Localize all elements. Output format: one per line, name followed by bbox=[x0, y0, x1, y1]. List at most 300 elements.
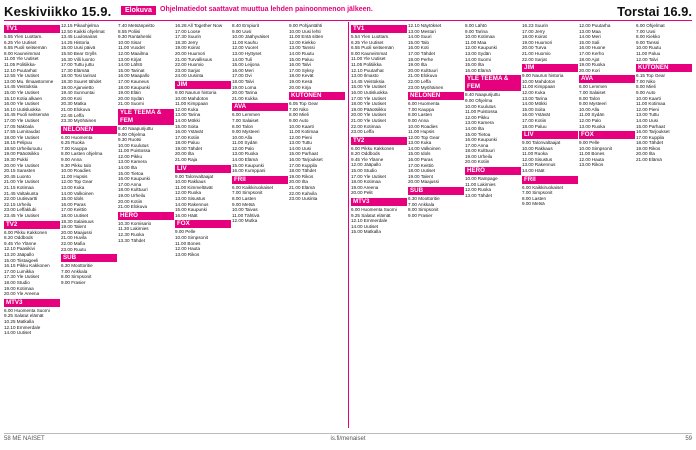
program-entry: 18.00 Koirat bbox=[522, 34, 547, 40]
program-entry: 13.00 Tuttu bbox=[289, 140, 312, 146]
program-entry: 8.40 Naapurijuttu bbox=[118, 125, 153, 131]
program-entry: 19.00 Pääotsikko bbox=[351, 106, 387, 112]
program-entry: 9.00 Pelle bbox=[579, 140, 600, 146]
program-entry: 17.00 Ovi bbox=[232, 73, 252, 79]
program-entry: 12.00 Jääpallo bbox=[351, 162, 381, 168]
program-entry: 20.30 Matka bbox=[61, 101, 87, 107]
program-entry: 14.00 Uutiset bbox=[351, 223, 379, 229]
program-entry: 21.45 Valtakunta bbox=[4, 190, 39, 196]
program-entry: 14.00 Lähtö bbox=[118, 62, 143, 68]
program-entry: 8.00 Talon bbox=[579, 95, 601, 101]
program-entry: 13.00 Sisustus bbox=[175, 196, 206, 202]
program-entry: 10.00 Kaarti bbox=[636, 95, 661, 101]
program-entry: 19.00 Kotimaa bbox=[4, 285, 34, 291]
listing-column bbox=[289, 23, 345, 427]
program-entry: 13.00 Tuttu bbox=[636, 112, 659, 118]
program-entry: 9.00 Naurun historia bbox=[522, 73, 564, 79]
program-entry: 19.00 Talent bbox=[61, 224, 86, 230]
program-entry: 22.00 Kotimaa bbox=[351, 123, 381, 129]
program-entry: 22.00 Huomio bbox=[175, 62, 204, 68]
channel-heading: FRII bbox=[522, 176, 578, 184]
program-entry: 13.30 Tähdet bbox=[118, 237, 145, 243]
program-entry: 9.25 Salatut elämät bbox=[4, 313, 44, 319]
program-entry: 6.00 Lemmen bbox=[232, 112, 261, 118]
program-entry: 12.15 Pikaohjelma bbox=[61, 23, 99, 28]
program-entry: 10.00 Taivas bbox=[232, 207, 258, 213]
listing-column bbox=[351, 23, 407, 427]
program-entry: 11.00 Kauhu bbox=[232, 39, 258, 45]
program-entry: 10.00 Alla bbox=[579, 106, 600, 112]
program-entry: 13.45 Luulosairas bbox=[61, 34, 98, 40]
program-entry: 17.30 Elämää bbox=[61, 67, 90, 73]
program-entry: 8.20 Oddbods bbox=[351, 151, 380, 157]
program-entry: 9.00 Frasier bbox=[61, 279, 86, 285]
program-entry: 9.00 Mysteeri bbox=[579, 101, 607, 107]
program-entry: 19.30 Pukki bbox=[4, 157, 29, 163]
program-entry: 14.00 Uusi bbox=[636, 117, 658, 123]
program-entry: 10.00 Mahdoton bbox=[175, 95, 209, 101]
program-entry: 7.00 Kauppa bbox=[408, 106, 435, 112]
program-entry: 24.00 Uusinta bbox=[175, 73, 204, 79]
program-entry: 10.00 Roadies bbox=[408, 123, 438, 129]
program-entry: 17.00 Kauneus bbox=[118, 78, 149, 84]
program-entry: 15.00 Tietoa bbox=[118, 170, 144, 176]
listing-column bbox=[522, 23, 578, 427]
program-entry: 20.00 Kori bbox=[579, 67, 600, 73]
channel-heading: TV1 bbox=[351, 25, 407, 33]
right-page-date: Torstai 16.9. bbox=[617, 4, 692, 19]
program-entry: 16.28 All Together Now bbox=[175, 23, 223, 28]
program-entry: 20.00 Yle Uutiset bbox=[351, 112, 386, 118]
program-entry: 8.00 Lasten bbox=[408, 112, 433, 118]
program-entry: 20.00 Kotiin bbox=[465, 159, 490, 165]
program-entry: 12.00 Kuka bbox=[175, 106, 199, 112]
program-entry: 7.40 Metsänpeitto bbox=[118, 23, 155, 28]
listing-column bbox=[61, 23, 117, 427]
program-entry: 9.00 Ohjelma bbox=[465, 97, 493, 103]
program-entry: 10.00 Kuulutus bbox=[465, 103, 496, 109]
program-entry: 10.30 Komisario bbox=[118, 220, 152, 226]
program-entry: 11.00 Yle Uutiset bbox=[351, 56, 386, 62]
listing-column bbox=[175, 23, 231, 427]
program-entry: 16.45 Puoli seitsemän bbox=[4, 112, 50, 118]
program-entry: 18.00 Uutiset bbox=[408, 168, 436, 174]
program-entry: 16.00 Ystävät bbox=[522, 112, 551, 118]
program-entry: 6.00 Ohjelmat bbox=[636, 23, 665, 28]
program-entry: 9.30 Ruotsi bbox=[118, 137, 142, 143]
program-entry: 17.00 Kerho bbox=[579, 50, 605, 56]
program-entry: 19.00 Rikos bbox=[636, 145, 661, 151]
program-entry: 9.00 Talonvaltaajat bbox=[522, 140, 561, 146]
program-entry: 16.00 Tarjoukset bbox=[289, 157, 323, 163]
program-entry: 6.05 Top Gear bbox=[289, 101, 319, 107]
program-entry: 19.00 Loma bbox=[232, 84, 257, 90]
program-entry: 19.00 Ruoka bbox=[579, 62, 606, 68]
program-entry: 16.00 Uutisluokka bbox=[351, 89, 388, 95]
channel-heading: FOX bbox=[175, 220, 231, 228]
program-entry: 18.50 Urheiluruutu bbox=[4, 145, 42, 151]
program-entry: 10.00 Roadies bbox=[61, 168, 91, 174]
program-entry: 20.00 Yle Uutiset bbox=[4, 162, 39, 168]
program-entry: 11.00 Kimppaan bbox=[522, 84, 556, 90]
program-entry: 23.00 Sarjat bbox=[175, 67, 200, 73]
program-entry: 23.00 Leffa bbox=[351, 129, 374, 135]
program-entry: 15.00 Matkalla bbox=[351, 229, 381, 235]
program-entry: 19.00 Tähdet bbox=[175, 145, 202, 151]
program-entry: 21.00 Yle Uutiset bbox=[4, 179, 39, 185]
program-entry: 6.00 Kaikkiruokaiset bbox=[232, 184, 274, 190]
listing-column bbox=[232, 23, 288, 427]
program-entry: 9.00 Metsä bbox=[522, 201, 545, 207]
channel-heading: AVA bbox=[232, 103, 288, 111]
program-entry: 17.30 Suurin bbox=[175, 34, 202, 40]
program-entry: 15.00 Soita bbox=[175, 123, 199, 129]
program-entry: 13.00 Rikos bbox=[579, 162, 604, 168]
program-entry: 8.00 Kauneimmat bbox=[4, 50, 41, 56]
program-entry: 15.00 Yle Uutiset bbox=[4, 89, 39, 95]
program-entry: 10.00 Simpsonit bbox=[175, 235, 208, 240]
program-entry: 8.40 Empiurit bbox=[232, 23, 260, 28]
program-entry: 11.00 Hupsis bbox=[61, 173, 88, 179]
program-entry: 14.00 Ruutu bbox=[289, 50, 315, 56]
program-entry: 11.00 Paluu bbox=[636, 50, 661, 56]
program-entry: 8.55 Poliisi bbox=[118, 28, 141, 34]
program-entry: 13.00 Kuka bbox=[61, 185, 85, 191]
program-entry: 18.00 Ajot bbox=[579, 56, 600, 62]
footer-right: 59 bbox=[685, 436, 692, 442]
program-entry: 12.10 Puutarhat bbox=[351, 67, 384, 73]
program-entry: 8.20 Oddbods bbox=[4, 235, 33, 241]
program-entry: 22.00 Sarjat bbox=[522, 56, 547, 62]
program-entry: 15.50 Bear Grylls bbox=[61, 50, 97, 56]
program-entry: 19.00 Pääotsikko bbox=[4, 151, 40, 157]
program-entry: 13.00 Hyttyset bbox=[232, 50, 262, 56]
program-entry: 12.00 Palo bbox=[232, 145, 254, 151]
program-entry: 17.00 Keittiö bbox=[61, 207, 87, 213]
listing-column bbox=[118, 23, 174, 427]
program-entry: 10.00 Rakkaus bbox=[175, 179, 206, 185]
program-entry: 20.00 Ilta bbox=[289, 179, 308, 185]
program-entry: 15.00 Kaupunki bbox=[175, 207, 207, 213]
program-entry: 11.00 Maa bbox=[465, 39, 487, 45]
program-entry: 18.00 Uutiset bbox=[61, 213, 89, 218]
program-entry: 14.00 Uutiset bbox=[4, 330, 32, 336]
program-entry: 21.00 Huvila bbox=[61, 235, 87, 241]
program-entry: 16.00 Häät bbox=[175, 212, 198, 218]
channel-heading: KUTONEN bbox=[636, 64, 692, 72]
program-entry: 12.55 Yle Uutiset bbox=[4, 73, 39, 79]
program-entry: 12.10 Paasikivi bbox=[4, 246, 35, 252]
listing-column bbox=[4, 23, 60, 427]
program-entry: 9.00 Ohjelma bbox=[118, 131, 146, 137]
program-entry: 17.00 Yle Uutiset bbox=[4, 117, 39, 123]
program-entry: 7.00 Uusi bbox=[636, 28, 656, 34]
program-entry: 6.55 Puoli seitsemän bbox=[351, 45, 394, 51]
program-entry: 18.00 Kevät bbox=[289, 73, 314, 79]
program-entry: 18.00 Paluu bbox=[175, 140, 200, 146]
program-entry: 10.00 Mahdoton bbox=[522, 78, 556, 84]
program-entry: 8.00 Lasten bbox=[522, 195, 547, 201]
program-entry: 22.15 Urheilu bbox=[4, 201, 32, 207]
program-entry: 19.00 Kesä bbox=[289, 78, 313, 84]
program-entry: 21.00 Turvallisuus bbox=[175, 56, 213, 62]
program-entry: 11.00 Kotimaa bbox=[289, 129, 319, 135]
program-entry: 18.00 Kaupunki bbox=[118, 84, 150, 90]
program-entry: 6.30 Moottoritie bbox=[61, 263, 93, 269]
program-entry: 18.30 Suuret tähdet bbox=[61, 78, 102, 84]
channel-heading: SUB bbox=[61, 254, 117, 262]
program-entry: 12.00 Hauta bbox=[175, 246, 201, 252]
program-entry: 6.00 Huomenta bbox=[408, 101, 440, 107]
program-entry: 11.00 Lakimies bbox=[465, 181, 496, 187]
program-entry: 20.00 Turva bbox=[522, 45, 547, 51]
program-entry: 15.00 Idols bbox=[408, 151, 431, 157]
program-entry: 13.00 Kuka bbox=[408, 140, 432, 146]
program-entry: 5.54 Ylen Luottam. bbox=[351, 34, 390, 39]
program-entry: 14.00 Suomi bbox=[465, 56, 491, 62]
program-entry: 16.30 Villi luonto bbox=[61, 56, 95, 62]
program-entry: 16.00 Elämä bbox=[465, 67, 491, 73]
program-entry: 11.00 Yle Uutiset bbox=[4, 56, 39, 62]
program-entry: 10.00 Jäähyväiset bbox=[232, 34, 270, 40]
program-entry: 23.00 Ruutu bbox=[61, 246, 87, 252]
program-entry: 20.00 Kirja bbox=[289, 84, 311, 90]
program-entry: 9.45 Yle Ylänne bbox=[4, 240, 37, 246]
program-entry: 10.00 Ruutu bbox=[636, 45, 662, 51]
program-entry: 10.00 Kaarti bbox=[289, 123, 314, 129]
program-entry: 14.00 Suuri bbox=[408, 34, 432, 40]
program-entry: 10.00 Kotimaa bbox=[465, 34, 495, 40]
program-entry: 15.00 Paluu bbox=[289, 56, 314, 62]
program-entry: 6.00 Lemmen bbox=[579, 84, 608, 90]
program-entry: 15.00 Soita bbox=[522, 106, 546, 112]
channel-heading: TV2 bbox=[351, 137, 407, 145]
program-entry: 14.45 Veistoksia bbox=[351, 78, 385, 84]
program-entry: 15.00 Sali bbox=[579, 39, 600, 45]
program-entry: 12.00 Pikku bbox=[118, 153, 143, 159]
program-entry: 7.00 Niko bbox=[636, 78, 656, 84]
program-entry: 16.00 Koti bbox=[408, 45, 429, 51]
program-entry: 10.25 Matkalla bbox=[4, 318, 34, 324]
program-entry: 21.00 Elämä bbox=[636, 157, 662, 163]
program-entry: 16.23 Suurin bbox=[522, 23, 549, 28]
program-entry: 13.00 Tanssi bbox=[289, 45, 315, 51]
program-entry: 18.00 Kotimaa bbox=[351, 179, 381, 185]
footer-left: 58 ME NAISET bbox=[4, 436, 45, 442]
program-entry: 11.00 Kimppaan bbox=[175, 101, 209, 107]
program-entry: 16.00 Kaupunki bbox=[465, 137, 497, 143]
program-entry: 6.30 Moottoritie bbox=[408, 196, 440, 202]
program-entry: 12.00 Palo bbox=[579, 117, 601, 123]
program-entry: 15.00 Studio bbox=[351, 168, 377, 174]
channel-heading: TV1 bbox=[4, 25, 60, 33]
program-entry: 20.15 Sarasten bbox=[4, 168, 36, 174]
program-entry: 12.00 Kiekko bbox=[289, 39, 316, 45]
program-entry: 16.00 Maapallo bbox=[118, 73, 150, 79]
program-entry: 14.00 Mökki bbox=[175, 117, 200, 123]
program-entry: 12.00 Pieni bbox=[636, 106, 659, 112]
program-entry: 15.00 Idols bbox=[61, 196, 84, 202]
program-entry: 13.00 Sydän bbox=[465, 50, 491, 56]
program-entry: 20.00 Koti bbox=[61, 95, 82, 101]
program-entry: 11.00 Hupsis bbox=[408, 129, 435, 135]
program-entry: 16.00 Meri bbox=[232, 67, 254, 73]
program-entry: 18.30 Salaisuus bbox=[61, 218, 94, 224]
program-entry: 6.00 Huomenta Suomi bbox=[4, 307, 50, 313]
program-entry: 10.00 Simpsonit bbox=[579, 145, 612, 151]
program-entry: 12.10 Emmerdale bbox=[4, 324, 41, 330]
program-entry: 21.00 Kukka bbox=[232, 95, 258, 101]
program-entry: 11.30 Lakimies bbox=[118, 226, 149, 232]
program-entry: 19.00 Ilta bbox=[408, 62, 427, 68]
program-entry: 16.00 Yle Uutiset bbox=[4, 101, 39, 107]
program-entry: 11.00 Kimmeltävät bbox=[175, 184, 213, 190]
program-entry: 9.00 Auto bbox=[289, 117, 309, 123]
program-entry: 17.00 Yle Uutiset bbox=[351, 173, 386, 179]
program-entry: 12.50 Kaikki ohjelmat bbox=[61, 28, 105, 34]
program-entry: 8.00 Lasten ohjelma bbox=[61, 151, 103, 157]
program-entry: 12.00 Ruoka bbox=[175, 190, 202, 196]
program-entry: 11.00 Entä sitten bbox=[289, 34, 324, 40]
program-entry: 9.00 Frasier bbox=[408, 212, 433, 218]
program-entry: 11.00 Bones bbox=[579, 151, 605, 157]
program-entry: 17.00 Kuppila bbox=[636, 134, 665, 140]
program-entry: 19.00 Areena bbox=[351, 184, 379, 190]
program-entry: 21.00 Elokuva bbox=[408, 73, 438, 79]
program-entry: 13.00 Mu. Ilmaastomme bbox=[4, 78, 54, 84]
program-entry: 6.15 Top Gear bbox=[636, 73, 666, 79]
program-entry: 13.00 Rikos bbox=[175, 251, 200, 257]
program-entry: 18.00 Studio bbox=[4, 279, 30, 285]
program-entry: 6.00 Huomenta Suomi bbox=[351, 207, 397, 213]
program-entry: 15.00 Leijona bbox=[232, 62, 260, 68]
program-entry: 9.00 Pohjantähti bbox=[289, 23, 323, 28]
program-entry: 14.00 Mökki bbox=[522, 101, 547, 107]
program-entry: 15.00 Ilta bbox=[465, 62, 484, 68]
program-entry: 15.00 Tarinat bbox=[118, 67, 145, 73]
program-entry: 19.00 Eläin bbox=[118, 90, 141, 96]
header bbox=[0, 0, 696, 22]
program-entry: 6.00 Pikku Kakkonen bbox=[351, 145, 395, 151]
program-entry: 6.25 Ruoka bbox=[61, 140, 85, 146]
channel-heading: TV2 bbox=[4, 221, 60, 229]
program-entry: 9.00 Auto bbox=[636, 89, 656, 95]
program-entry: 23.00 Myöhäinen bbox=[408, 84, 444, 90]
program-entry: 12.00 Ruoka bbox=[465, 187, 492, 193]
program-entry: 14.25 Historia bbox=[61, 39, 90, 45]
program-entry: 11.00 Puistossa bbox=[118, 148, 151, 154]
program-entry: 10.00 Alla bbox=[232, 134, 253, 140]
program-entry: 12.00 Mutka bbox=[232, 218, 258, 224]
program-entry: 13.00 Ruoka bbox=[232, 151, 259, 157]
program-entry: 20.00 Tarina bbox=[232, 90, 258, 96]
program-entry: 14.45 Veistoksia bbox=[4, 84, 38, 90]
program-entry: 11.00 Sydän bbox=[232, 140, 258, 146]
program-entry: 22.00 Kahvila bbox=[289, 190, 317, 196]
program-entry: 19.00 Urheilu bbox=[465, 153, 493, 159]
program-entry: 20.00 Ilta bbox=[175, 151, 194, 157]
program-entry: 18.00 Paluu bbox=[522, 123, 547, 129]
program-entry: 9.00 Mysteeri bbox=[232, 129, 260, 135]
program-entry: 8.00 Kiekko bbox=[636, 34, 661, 40]
program-entry: 9.00 Naurun historia bbox=[175, 89, 217, 95]
program-entry: 9.00 Anna bbox=[61, 157, 82, 163]
program-entry: 16.15 Pikku Kakkonen bbox=[4, 263, 50, 269]
program-entry: 8.40 Naapurijuttu bbox=[465, 92, 500, 98]
program-entry: 11.00 Bones bbox=[175, 240, 201, 246]
program-entry: 16.00 Ystävät bbox=[175, 129, 204, 135]
program-entry: 11.00 Kotimaa bbox=[636, 101, 666, 107]
program-entry: 18.00 Kulttuuri bbox=[465, 148, 495, 154]
program-entry: 8.00 Lasten bbox=[232, 196, 257, 202]
program-entry: 14.00 Meri bbox=[579, 34, 601, 40]
program-entry: 13.00 Kamera bbox=[118, 159, 147, 165]
program-entry: 21.00 Elokuva bbox=[61, 106, 91, 112]
program-entry: 13.00 Rakennus bbox=[522, 162, 556, 168]
program-entry: 7.00 Niko bbox=[289, 106, 309, 112]
program-entry: 15.00 Yle Uutiset bbox=[351, 84, 386, 90]
program-entry: 19.00 Urheilu bbox=[118, 193, 146, 199]
header-rule bbox=[4, 20, 692, 21]
program-entry: 12.00 Puutarha bbox=[579, 23, 611, 28]
program-entry: 14.00 Uusi bbox=[289, 145, 311, 151]
program-entry: 6.25 Yle Uutiset bbox=[351, 39, 384, 45]
program-entry: 16.00 Talvi bbox=[289, 62, 311, 68]
program-entry: 8.00 Simpsonit bbox=[408, 207, 439, 213]
channel-heading: YLE TEEMA & FEM bbox=[118, 109, 174, 125]
program-entry: 5.55 Ylen Luottam. bbox=[4, 34, 43, 39]
program-entry: 12.00 Kuka bbox=[522, 89, 546, 95]
program-entry: 10.00 Rakkaus bbox=[522, 145, 553, 151]
program-entry: 16.00 Tarjoukset bbox=[636, 129, 670, 135]
program-entry: 16.00 Kumppani bbox=[232, 168, 266, 174]
program-entry: 21.15 Kotimaa bbox=[4, 185, 34, 191]
program-entry: 6.25 Yle Uutiset bbox=[4, 39, 37, 45]
program-entry: 17.00 Yle Uutiset bbox=[351, 95, 386, 101]
program-entry: 12.00 Maailma bbox=[118, 50, 149, 56]
listing-column bbox=[408, 23, 464, 427]
program-entry: 14.00 Häät bbox=[522, 168, 545, 174]
channel-heading: MTV3 bbox=[4, 299, 60, 307]
program-entry: 9.00 Uusi bbox=[232, 28, 252, 34]
program-entry: 6.00 Huomenta bbox=[61, 134, 93, 140]
program-entry: 19.00 Rikos bbox=[289, 173, 314, 179]
program-entry: 18.00 Talvi bbox=[232, 78, 254, 84]
program-entry: 17.00 Anna bbox=[465, 142, 489, 148]
program-entry: 9.00 Talonvaltaajat bbox=[175, 173, 214, 179]
program-entry: 18.00 Yle Uutiset bbox=[4, 134, 39, 140]
footer-center: is.fi/menaiset bbox=[330, 436, 366, 442]
program-entry: 20.45 Luonto bbox=[4, 173, 31, 179]
program-entry: 10.00 Kuulutus bbox=[118, 142, 149, 148]
program-entry: 18.00 Tosi tarinat bbox=[61, 73, 96, 79]
program-entry: 17.00 Syksy bbox=[289, 67, 315, 73]
program-entry: 7.00 Salaiset bbox=[232, 117, 259, 123]
program-entry: 14.00 Valkoinen bbox=[408, 145, 441, 151]
program-entry: 16.00 Paras bbox=[61, 201, 86, 207]
genre-badge: Elokuva bbox=[121, 6, 156, 15]
channel-heading: LIV bbox=[175, 165, 231, 173]
program-entry: 11.05 Politiikka- bbox=[4, 61, 37, 67]
listing-column bbox=[636, 23, 692, 427]
channel-heading: LIV bbox=[522, 131, 578, 139]
program-entry: 8.00 Lähtö bbox=[465, 23, 487, 28]
program-entry: 14.00 Tuli bbox=[232, 56, 252, 62]
program-entry: 20.00 Kulttuuri bbox=[408, 67, 438, 73]
program-entry: 12.00 Pieni bbox=[289, 134, 312, 140]
program-entry: 21.00 Raja bbox=[175, 157, 198, 163]
channel-heading: JIM bbox=[522, 64, 578, 72]
